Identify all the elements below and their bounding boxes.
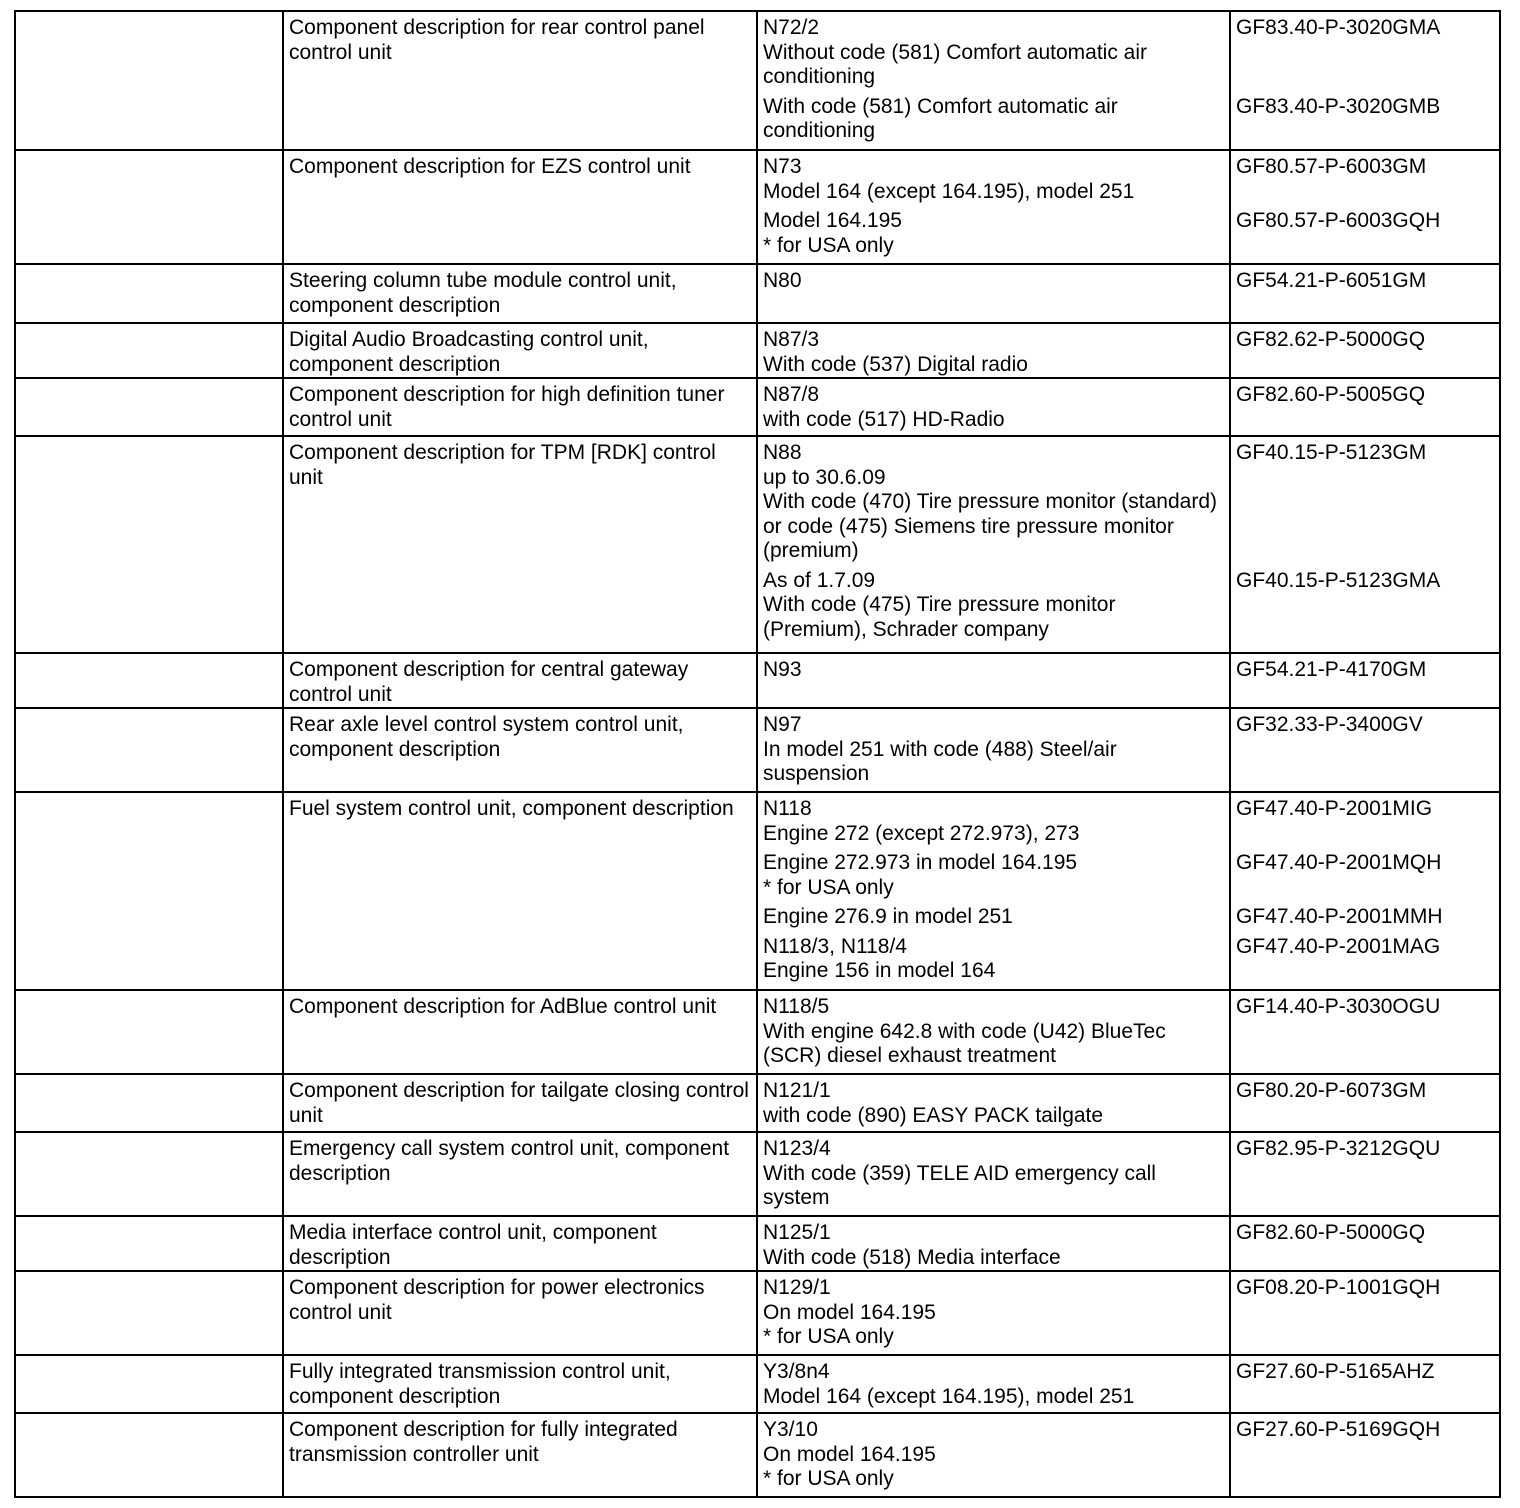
document-number: GF82.60-P-5000GQ <box>1236 1221 1426 1244</box>
document-number: GF08.20-P-1001GQH <box>1236 1276 1441 1299</box>
document-number: GF27.60-P-5165AHZ <box>1236 1360 1435 1383</box>
component-description: Component description for high definition tuner control unit <box>289 383 725 431</box>
document-number: GF82.62-P-5000GQ <box>1236 328 1426 351</box>
code-block <box>763 658 1224 683</box>
code-block <box>763 328 1224 377</box>
component-code-cell <box>757 150 1230 264</box>
document-number: GF47.40-P-2001MQH <box>1236 851 1442 874</box>
component-code: N72/2 <box>763 16 820 39</box>
document-number: GF47.40-P-2001MAG <box>1236 935 1441 958</box>
component-description: Component description for rear control panel control unit <box>289 16 705 64</box>
document-number-cell <box>1230 653 1500 708</box>
document-number: GF82.60-P-5005GQ <box>1236 383 1426 406</box>
document-number-cell <box>1230 1074 1500 1132</box>
component-code: N97 <box>763 713 802 736</box>
code-block <box>763 1079 1224 1128</box>
component-code: N118 <box>763 797 812 820</box>
component-description: Component description for power electronics control unit <box>289 1276 705 1324</box>
code-block <box>763 269 1224 294</box>
component-description: Component description for TPM [RDK] control unit <box>289 441 716 489</box>
condition-text: With engine 642.8 with code (U42) BlueTec (SCR) diesel exhaust treatment <box>763 1019 1166 1067</box>
code-block <box>763 1221 1224 1270</box>
component-code: N80 <box>763 269 802 292</box>
component-code-cell <box>757 792 1230 990</box>
condition-text: Engine 156 in model 164 <box>763 959 996 982</box>
condition-text: On model 164.195 <box>763 1442 936 1466</box>
description-cell <box>283 323 757 378</box>
document-number-cell <box>1230 264 1500 323</box>
table-row <box>15 1074 1500 1132</box>
code-block <box>763 209 1224 258</box>
table-row <box>15 1271 1500 1355</box>
table-row <box>15 378 1500 436</box>
description-cell <box>283 708 757 792</box>
component-description: Component description for central gateway control unit <box>289 658 689 706</box>
component-description: Component description for fully integrated transmission controller unit <box>289 1418 678 1466</box>
component-description: Rear axle level control system control unit, component description <box>289 713 684 761</box>
document-number: GF80.57-P-6003GM <box>1236 155 1427 178</box>
description-cell <box>283 1271 757 1355</box>
document-number: GF54.21-P-4170GM <box>1236 658 1427 681</box>
component-code: Y3/8n4 <box>763 1360 830 1383</box>
table-row <box>15 264 1500 323</box>
document-number: GF32.33-P-3400GV <box>1236 713 1423 736</box>
component-code-cell <box>757 264 1230 323</box>
empty-cell <box>15 1132 283 1216</box>
document-number: GF47.40-P-2001MIG <box>1236 797 1433 820</box>
description-cell <box>283 1074 757 1132</box>
code-block <box>763 851 1224 900</box>
document-number: GF47.40-P-2001MMH <box>1236 905 1443 928</box>
empty-cell <box>15 378 283 436</box>
empty-cell <box>15 264 283 323</box>
condition-text: * for USA only <box>763 1325 894 1348</box>
document-number-cell <box>1230 150 1500 264</box>
code-block <box>763 16 1224 90</box>
condition-text: Model 164 (except 164.195), model 251 <box>763 1384 1135 1408</box>
component-code-cell <box>757 1271 1230 1355</box>
empty-cell <box>15 436 283 653</box>
condition-text: * for USA only <box>763 875 894 899</box>
component-description: Component description for tailgate closing control unit <box>289 1079 749 1127</box>
component-code-cell <box>757 708 1230 792</box>
component-description: Digital Audio Broadcasting control unit, component description <box>289 328 649 376</box>
empty-cell <box>15 1216 283 1271</box>
table-row <box>15 150 1500 264</box>
table-row <box>15 11 1500 150</box>
table-row <box>15 436 1500 653</box>
code-block <box>763 797 1224 846</box>
document-number-cell <box>1230 11 1500 150</box>
component-code-cell <box>757 323 1230 378</box>
condition-text: * for USA only <box>763 1467 894 1490</box>
component-description: Component description for EZS control unit <box>289 155 691 178</box>
component-description: Steering column tube module control unit, component description <box>289 269 677 317</box>
description-cell <box>283 1132 757 1216</box>
condition-text: As of 1.7.09 <box>763 568 876 592</box>
code-block <box>763 383 1224 432</box>
component-code-cell <box>757 990 1230 1074</box>
component-code: N129/1 <box>763 1276 831 1299</box>
document-number: GF80.20-P-6073GM <box>1236 1079 1427 1102</box>
component-code-cell <box>757 1132 1230 1216</box>
component-code-cell <box>757 1355 1230 1413</box>
empty-cell <box>15 990 283 1074</box>
document-number-cell <box>1230 378 1500 436</box>
condition-text: N118/3, N118/4 <box>763 934 907 958</box>
description-cell <box>283 1413 757 1497</box>
empty-cell <box>15 11 283 150</box>
document-number: GF40.15-P-5123GMA <box>1236 569 1441 592</box>
component-description: Component description for AdBlue control unit <box>289 995 717 1018</box>
description-cell <box>283 150 757 264</box>
empty-cell <box>15 1413 283 1497</box>
document-number-cell <box>1230 1216 1500 1271</box>
empty-cell <box>15 1074 283 1132</box>
component-code-cell <box>757 378 1230 436</box>
document-number-cell <box>1230 1355 1500 1413</box>
document-number-cell <box>1230 1132 1500 1216</box>
condition-text: Model 164.195 <box>763 209 902 232</box>
table-row <box>15 323 1500 378</box>
condition-text: Without code (581) Comfort automatic air conditioning <box>763 40 1147 88</box>
condition-text: * for USA only <box>763 233 894 257</box>
condition-text: Engine 272 (except 272.973), 273 <box>763 821 1080 845</box>
condition-text: Engine 276.9 in model 251 <box>763 905 1013 928</box>
component-code: N123/4 <box>763 1137 831 1160</box>
component-code-cell <box>757 1074 1230 1132</box>
condition-text: With code (581) Comfort automatic air conditioning <box>763 94 1118 142</box>
condition-text: up to 30.6.09 <box>763 465 886 489</box>
condition-text: With code (470) Tire pressure monitor (standard) or code (475) Siemens tire pressure monitor (premium) <box>763 490 1218 562</box>
description-cell <box>283 264 757 323</box>
condition-text: With code (359) TELE AID emergency call system <box>763 1161 1156 1209</box>
component-code: N118/5 <box>763 995 830 1018</box>
component-code: N121/1 <box>763 1079 831 1102</box>
condition-text: With code (537) Digital radio <box>763 352 1028 376</box>
code-block <box>763 155 1224 204</box>
component-code-cell <box>757 1413 1230 1497</box>
empty-cell <box>15 1355 283 1413</box>
description-cell <box>283 378 757 436</box>
condition-text: Engine 272.973 in model 164.195 <box>763 851 1078 874</box>
condition-text: With code (518) Media interface <box>763 1245 1061 1269</box>
table-row <box>15 653 1500 708</box>
description-cell <box>283 11 757 150</box>
component-code: N93 <box>763 658 802 681</box>
component-code: N88 <box>763 441 802 464</box>
document-number: GF82.95-P-3212GQU <box>1236 1137 1441 1160</box>
component-description: Emergency call system control unit, component description <box>289 1137 730 1185</box>
code-block <box>763 441 1224 564</box>
empty-cell <box>15 1271 283 1355</box>
code-block <box>763 95 1224 144</box>
component-description: Media interface control unit, component description <box>289 1221 657 1269</box>
condition-text: In model 251 with code (488) Steel/air suspension <box>763 737 1117 785</box>
description-cell <box>283 1216 757 1271</box>
component-description: Fuel system control unit, component description <box>289 797 734 820</box>
component-table-body <box>15 11 1500 1497</box>
condition-text: with code (517) HD-Radio <box>763 407 1005 431</box>
table-row <box>15 1413 1500 1497</box>
description-cell <box>283 990 757 1074</box>
table-row <box>15 1132 1500 1216</box>
description-cell <box>283 653 757 708</box>
document-number: GF40.15-P-5123GM <box>1236 441 1427 464</box>
document-number: GF83.40-P-3020GMB <box>1236 95 1441 118</box>
document-number-cell <box>1230 323 1500 378</box>
description-cell <box>283 436 757 653</box>
document-number: GF80.57-P-6003GQH <box>1236 209 1441 232</box>
condition-text: On model 164.195 <box>763 1300 936 1324</box>
code-block <box>763 713 1224 787</box>
component-code: N87/8 <box>763 383 820 406</box>
condition-text: Model 164 (except 164.195), model 251 <box>763 179 1135 203</box>
document-number-cell <box>1230 1413 1500 1497</box>
empty-cell <box>15 150 283 264</box>
table-row <box>15 708 1500 792</box>
component-code: N87/3 <box>763 328 820 351</box>
document-number-cell <box>1230 708 1500 792</box>
code-block <box>763 1360 1224 1409</box>
code-block <box>763 569 1224 643</box>
component-code: Y3/10 <box>763 1418 818 1441</box>
component-code-cell <box>757 11 1230 150</box>
table-row <box>15 792 1500 990</box>
component-code: N125/1 <box>763 1221 831 1244</box>
document-number: GF14.40-P-3030OGU <box>1236 995 1441 1018</box>
document-number-cell <box>1230 990 1500 1074</box>
table-row <box>15 1355 1500 1413</box>
code-block <box>763 905 1224 930</box>
empty-cell <box>15 708 283 792</box>
document-number: GF27.60-P-5169GQH <box>1236 1418 1441 1441</box>
component-table <box>14 10 1501 1498</box>
code-block <box>763 1276 1224 1350</box>
document-number: GF83.40-P-3020GMA <box>1236 16 1441 39</box>
description-cell <box>283 792 757 990</box>
component-code-cell <box>757 653 1230 708</box>
table-row <box>15 1216 1500 1271</box>
empty-cell <box>15 323 283 378</box>
table-row <box>15 990 1500 1074</box>
empty-cell <box>15 792 283 990</box>
description-cell <box>283 1355 757 1413</box>
code-block <box>763 935 1224 984</box>
code-block <box>763 995 1224 1069</box>
code-block <box>763 1418 1224 1492</box>
component-code-cell <box>757 436 1230 653</box>
condition-text: With code (475) Tire pressure monitor (Premium), Schrader company <box>763 593 1116 641</box>
document-number-cell <box>1230 792 1500 990</box>
component-code-cell <box>757 1216 1230 1271</box>
code-block <box>763 1137 1224 1211</box>
document-number-cell <box>1230 1271 1500 1355</box>
component-description: Fully integrated transmission control unit, component description <box>289 1360 671 1408</box>
component-code: N73 <box>763 155 802 178</box>
document-number: GF54.21-P-6051GM <box>1236 269 1427 292</box>
condition-text: with code (890) EASY PACK tailgate <box>763 1103 1104 1127</box>
empty-cell <box>15 653 283 708</box>
document-number-cell <box>1230 436 1500 653</box>
